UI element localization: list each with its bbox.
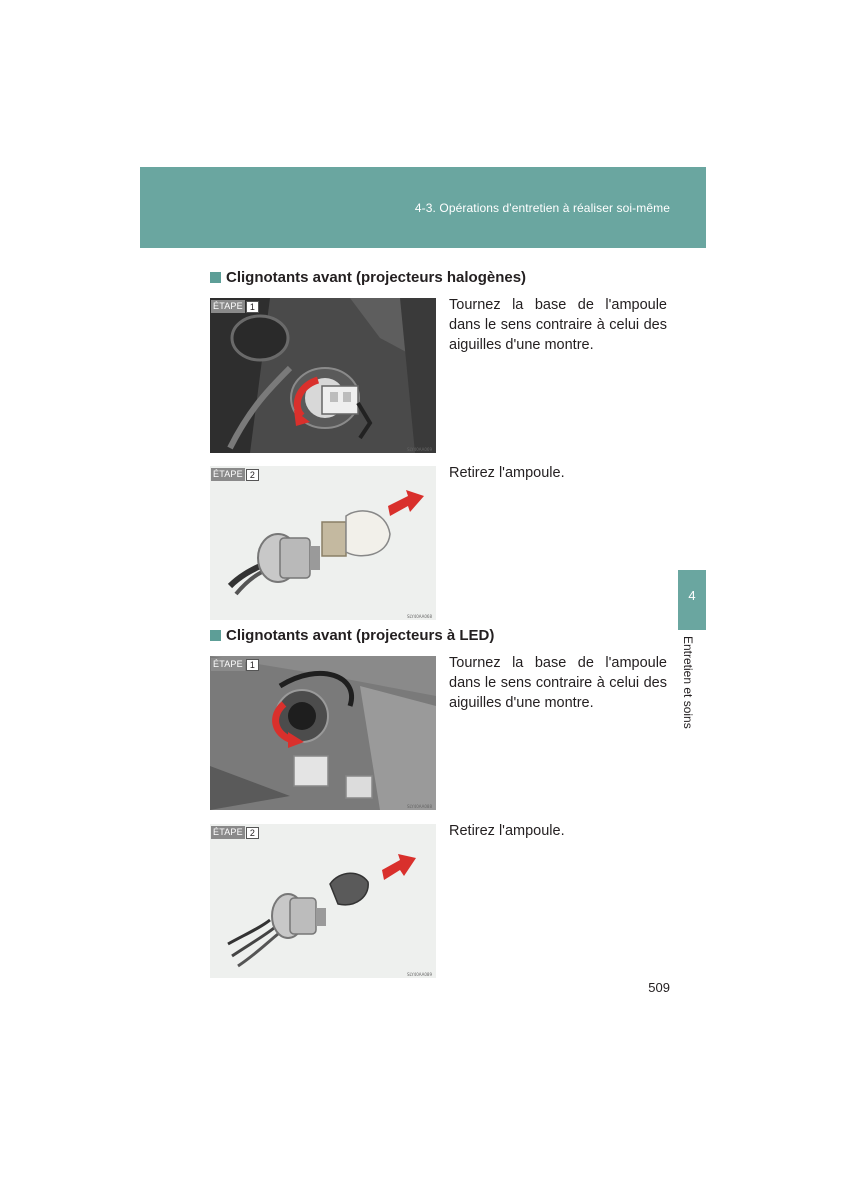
image-code: SLY40AA068 xyxy=(407,614,432,619)
step-text: Retirez l'ampoule. xyxy=(449,823,565,839)
header-title: 4-3. Opérations d'entretien à réaliser soi-même xyxy=(414,201,670,215)
bulb-socket-rotate-illustration xyxy=(210,298,436,453)
square-bullet-icon xyxy=(210,630,221,641)
bulb-removal-illustration xyxy=(210,466,436,620)
bulb-removal-illustration xyxy=(210,824,436,978)
image-code: SLY40AA069 xyxy=(407,447,432,452)
step-tag: ÉTAPE 1 xyxy=(211,300,259,313)
step-text: Retirez l'ampoule. xyxy=(449,465,565,481)
step-image-led-1 xyxy=(210,656,436,810)
section-heading xyxy=(210,627,494,644)
step-tag: ÉTAPE 2 xyxy=(211,826,259,839)
step-tag: ÉTAPE 2 xyxy=(211,468,259,481)
chapter-tab: 4 xyxy=(678,570,706,630)
image-code: SLY40AA088 xyxy=(407,804,432,809)
section-heading-text: Clignotants avant (projecteurs à LED) xyxy=(226,627,495,644)
step-image-halogen-2 xyxy=(210,466,436,620)
step-tag: ÉTAPE 1 xyxy=(211,658,259,671)
page-number: 509 xyxy=(648,980,670,995)
step-image-led-2 xyxy=(210,824,436,978)
header-band xyxy=(140,167,706,248)
step-text: Tournez la base de l'ampoule dans le sens contraire à celui des aiguilles d'une montre. xyxy=(449,297,667,353)
image-code: SLY40AA089 xyxy=(407,972,432,977)
chapter-label: Entretien et soins xyxy=(681,636,695,729)
step-text: Tournez la base de l'ampoule dans le sens contraire à celui des aiguilles d'une montre. xyxy=(449,655,667,711)
square-bullet-icon xyxy=(210,272,221,283)
section-heading-text: Clignotants avant (projecteurs halogènes) xyxy=(226,269,527,286)
bulb-socket-rotate-illustration xyxy=(210,656,436,810)
step-image-halogen-1 xyxy=(210,298,436,453)
section-heading xyxy=(210,269,526,286)
